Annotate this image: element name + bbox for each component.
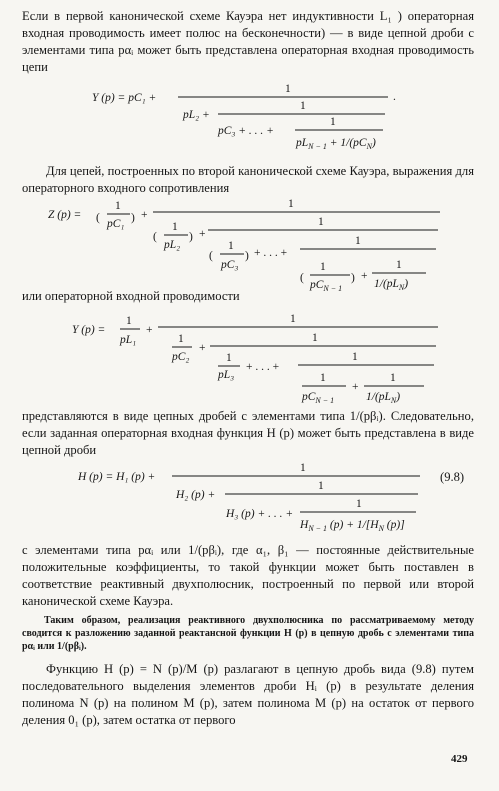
svg-text:): ) <box>245 250 249 262</box>
eq3-plus2: + <box>199 342 206 354</box>
paragraph-2: Для цепей, построенных по второй канонической схеме Кауэра, выражения для операторного входного сопротивления <box>22 164 474 195</box>
eq2-a3: 1 <box>228 240 234 252</box>
eq2-one-2: 1 <box>318 216 324 228</box>
eq2-dots: + . . . + <box>254 247 288 259</box>
eq4-h3: H₃ (p) + . . . + <box>226 508 294 520</box>
eq3-lhs: Y (p) = <box>72 324 106 336</box>
paragraph-3: или операторной входной проводимости <box>22 289 240 303</box>
eq2-a2: 1 <box>172 221 178 233</box>
svg-text:(: ( <box>300 272 304 284</box>
eq2-b3: pC₃ <box>221 259 239 271</box>
eq2-a1: 1 <box>115 200 121 212</box>
eq2-plus2: + <box>199 228 206 240</box>
equation-number: (9.8) <box>440 470 465 484</box>
eq3-plus3: + <box>352 381 359 393</box>
eq3-a1: 1 <box>126 315 132 327</box>
eq1-dot: . <box>393 91 396 103</box>
svg-text:): ) <box>189 231 193 243</box>
eq3-a2: 1 <box>178 333 184 345</box>
eq3-b2: pC₂ <box>172 351 190 363</box>
eq1-level2: pC₃ + . . . + <box>218 125 274 137</box>
eq3-one-3: 1 <box>352 351 358 363</box>
svg-text:(: ( <box>153 231 157 243</box>
eq2-an1: 1 <box>320 261 326 273</box>
eq2-an: 1 <box>396 259 402 271</box>
eq3-an1: 1 <box>320 372 326 384</box>
eq1-lhs: Y (p) = pC₁ + <box>92 92 157 104</box>
eq3-one-2: 1 <box>312 332 318 344</box>
eq3-an: 1 <box>390 372 396 384</box>
eq3-b1: pL₁ <box>120 334 137 346</box>
paragraph-7: Функцию H (p) = N (p)/M (p) разлагают в цепную дробь вида (9.8) путем последовательного выделения элементов дроби Hᵢ (p) в результате деления полинома N (p) на полином M (p), затем полинома M (p) на остаток от первого деления 0₁ (p), затем остатка от первого <box>22 662 474 727</box>
eq4-one-3: 1 <box>356 498 362 510</box>
eq2-b1: pC₁ <box>107 218 125 230</box>
eq3-one-top: 1 <box>290 313 296 325</box>
eq4-lhs: H (p) = H₁ (p) + <box>78 471 156 483</box>
eq2-plus3: + <box>361 270 368 282</box>
eq1-level1: pL₂ + <box>183 109 210 121</box>
eq2-b2: pL₂ <box>164 239 181 251</box>
eq1-numerator: 1 <box>285 83 291 95</box>
paragraph-6-summary: Таким образом, реализация реактивного двухполюсника по рассматриваемому методу сводится к разложению заданной реактансной функции H (p) в цепную дробь с элементами типа pαᵢ или 1/(pβᵢ). <box>22 615 474 652</box>
eq3-a3: 1 <box>226 352 232 364</box>
eq3-bn1: $pC_{N - 1}$ <box>302 391 335 405</box>
svg-text:(: ( <box>209 250 213 262</box>
eq3-b3: pL₃ <box>218 369 235 381</box>
paragraph-5: с элементами типа pαᵢ или 1/(pβᵢ), где α₁, β₁ — постоянные действительные положительные коэффициенты, то такой функции может быть поставлен в соответствие реактивный двухполюсник, построенный по первой или второй канонической схеме Кауэра. <box>22 543 474 608</box>
svg-text:): ) <box>131 212 135 224</box>
eq2-lhs: Z (p) = <box>48 209 82 221</box>
eq1-level3: $pL_{N - 1} + 1/(pC_N)$ <box>296 137 376 151</box>
paragraph-4: представляются в виде цепных дробей с элементами типа 1/(pβᵢ). Следовательно, если заданная операторная входная функция H (p) может быть представлена в виде цепной дроби <box>22 409 474 457</box>
paragraph-1: Если в первой канонической схеме Кауэра нет индуктивности L₁ ) операторная входная проводимость имеет полюс на бесконечности) — в виде цепной дроби с элементами типа pαᵢ может быть представлена операторная входная проводимость цепи <box>22 9 474 74</box>
eq1-numerator-3: 1 <box>330 116 336 128</box>
svg-text:): ) <box>351 272 355 284</box>
eq2-bn1: $pC_{N - 1}$ <box>310 279 343 293</box>
eq4-one-2: 1 <box>318 480 324 492</box>
eq4-h2: H₂ (p) + <box>176 489 216 501</box>
eq1-numerator-2: 1 <box>300 100 306 112</box>
svg-text:(: ( <box>96 212 100 224</box>
page-number: 429 <box>451 753 468 765</box>
eq4-one-top: 1 <box>300 462 306 474</box>
eq2-last: $1/(pL_N)$ <box>374 278 409 292</box>
eq3-dots: + . . . + <box>246 361 280 373</box>
eq3-last: $1/(pL_N)$ <box>366 391 401 405</box>
eq3-plus1: + <box>146 324 153 336</box>
eq2-plus1: + <box>141 209 148 221</box>
eq2-one-top: 1 <box>288 198 294 210</box>
eq2-one-3: 1 <box>355 235 361 247</box>
eq4-hn: $H_{N - 1}$ $(p) + 1/[H_N$ (p)] <box>300 519 405 533</box>
